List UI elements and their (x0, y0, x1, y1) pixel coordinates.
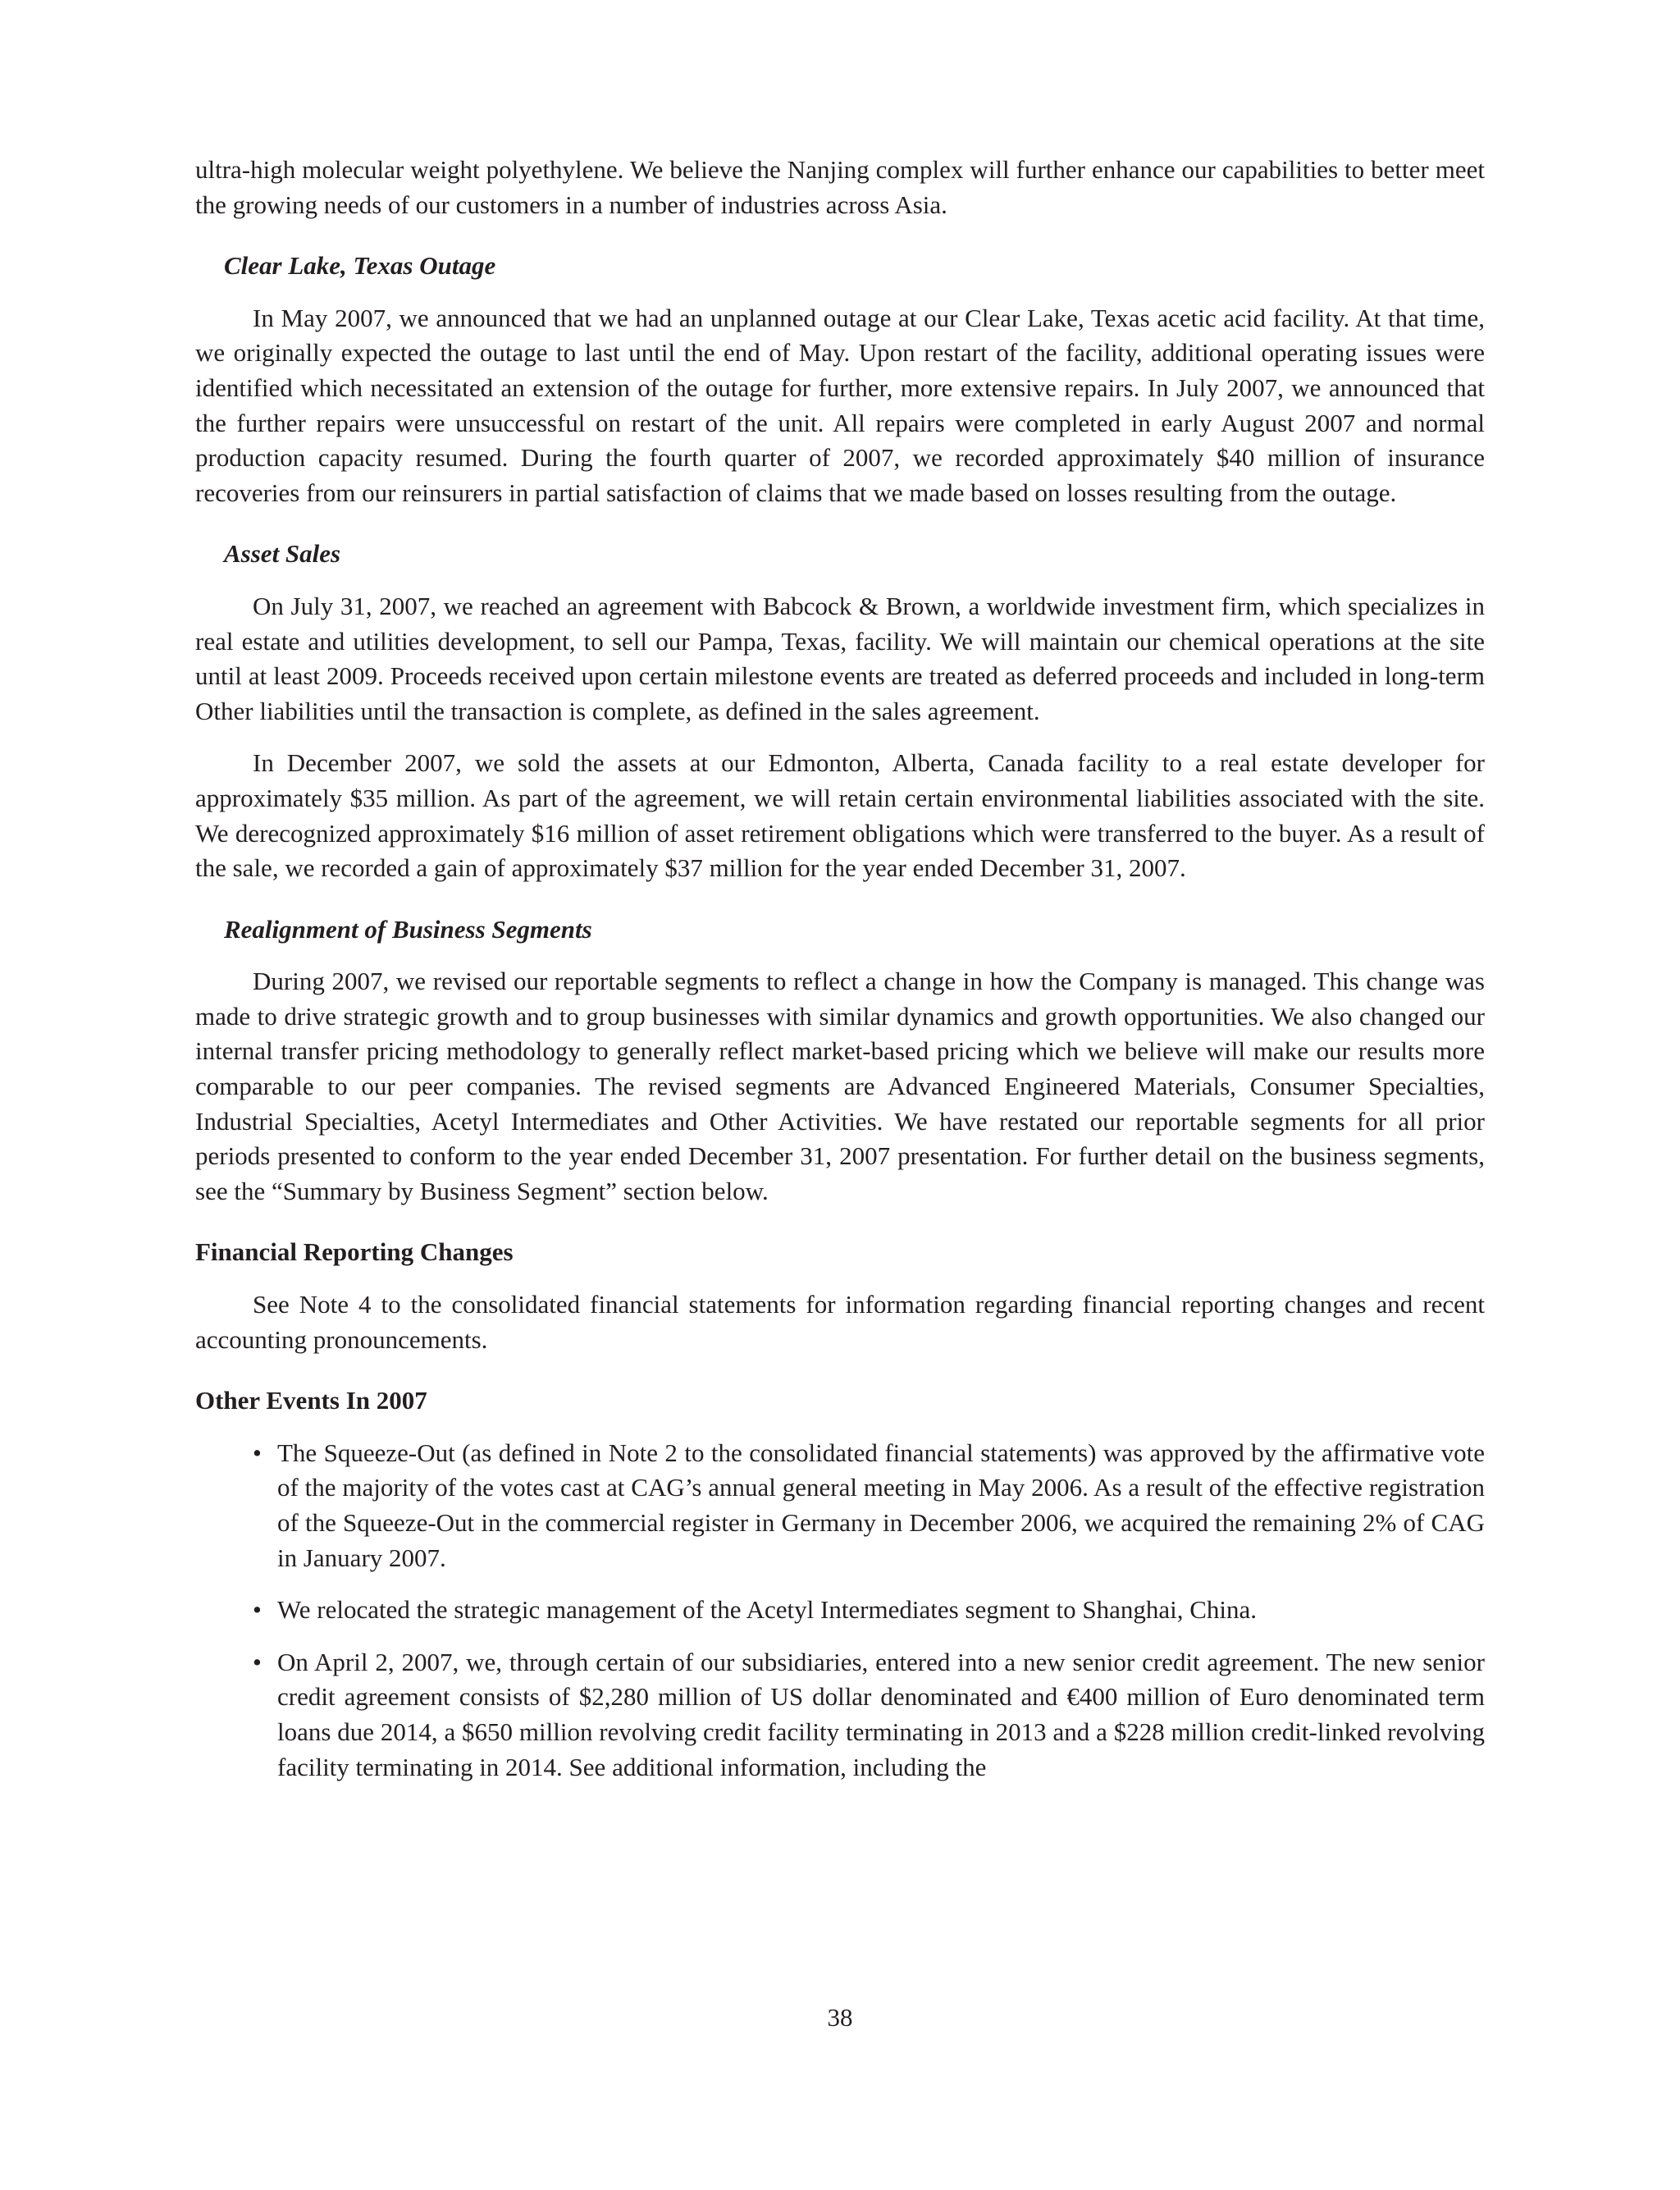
intro-paragraph: ultra-high molecular weight polyethylene. We believe the Nanjing complex will further enhance our capabilities to better meet the growing needs of our customers in a number of industries across Asia. (195, 155, 1485, 219)
bullet-icon: • (253, 1647, 262, 1676)
list-item-text: The Squeeze-Out (as defined in Note 2 to the consolidated financial statements) was approved by the affirmative vote of the majority of the votes cast at CAG’s annual general meeting in May 2006. As a result of the effective registration of the Squeeze-Out in the commercial register in Germany in December 2006, we acquired the remaining 2% of CAG in January 2007. (277, 1438, 1485, 1572)
list-item (195, 1645, 1485, 1785)
clear-lake-paragraph: In May 2007, we announced that we had an unplanned outage at our Clear Lake, Texas acetic acid facility. At that time, we originally expected the outage to last until the end of May. Upon restart of the facility, additional operating issues were identified which necessitated an extension of the outage for further, more extensive repairs. In July 2007, we announced that the further repairs were unsuccessful on restart of the unit. All repairs were completed in early August 2007 and normal production capacity resumed. During the fourth quarter of 2007, we recorded approximately $40 million of insurance recoveries from our reinsurers in partial satisfaction of claims that we made based on losses resulting from the outage. (195, 303, 1485, 507)
realignment-heading: Realignment of Business Segments (224, 914, 592, 944)
list-item-text: On April 2, 2007, we, through certain of our subsidiaries, entered into a new senior credit agreement. The new senior credit agreement consists of $2,280 million of US dollar denominated and €400 million of Euro denominated term loans due 2014, a $650 million revolving credit facility terminating in 2013 and a $228 million credit-linked revolving facility terminating in 2014. See additional information, including the (277, 1647, 1485, 1781)
financial-reporting-heading: Financial Reporting Changes (195, 1237, 514, 1267)
clear-lake-heading: Clear Lake, Texas Outage (224, 251, 496, 281)
asset-sales-paragraph-1: On July 31, 2007, we reached an agreement with Babcock & Brown, a worldwide investment firm, which specializes in real estate and utilities development, to sell our Pampa, Texas, facility. We will maintain our chemical operations at the site until at least 2009. Proceeds received upon certain milestone events are treated as deferred proceeds and included in long-term Other liabilities until the transaction is complete, as defined in the sales agreement. (195, 591, 1485, 725)
other-events-heading: Other Events In 2007 (195, 1386, 427, 1415)
list-item (195, 1593, 1485, 1628)
realignment-paragraph: During 2007, we revised our reportable segments to reflect a change in how the Company is managed. This change was made to drive strategic growth and to group businesses with similar dynamics and growth opportunities. We also changed our internal transfer pricing methodology to generally reflect market-based pricing which we believe will make our results more comparable to our peer companies. The revised segments are Advanced Engineered Materials, Consumer Specialties, Industrial Specialties, Acetyl Intermediates and Other Activities. We have restated our reportable segments for all prior periods presented to conform to the year ended December 31, 2007 presentation. For further detail on the business segments, see the “Summary by Business Segment” section below. (195, 967, 1485, 1205)
financial-reporting-paragraph: See Note 4 to the consolidated financial statements for information regarding financial reporting changes and recent accounting pronouncements. (195, 1290, 1485, 1354)
other-events-list (195, 1436, 1485, 1785)
bullet-icon: • (253, 1438, 262, 1467)
asset-sales-paragraph-2: In December 2007, we sold the assets at our Edmonton, Alberta, Canada facility to a real estate developer for approximately $35 million. As part of the agreement, we will retain certain environmental liabilities associated with the site. We derecognized approximately $16 million of asset retirement obligations which were transferred to the buyer. As a result of the sale, we recorded a gain of approximately $37 million for the year ended December 31, 2007. (195, 748, 1485, 883)
list-item (195, 1436, 1485, 1575)
asset-sales-heading: Asset Sales (224, 539, 341, 569)
bullet-icon: • (253, 1595, 262, 1625)
page-number: 38 (827, 2003, 853, 2032)
list-item-text: We relocated the strategic management of the Acetyl Intermediates segment to Shanghai, China. (277, 1595, 1258, 1625)
document-page (195, 153, 1485, 1785)
